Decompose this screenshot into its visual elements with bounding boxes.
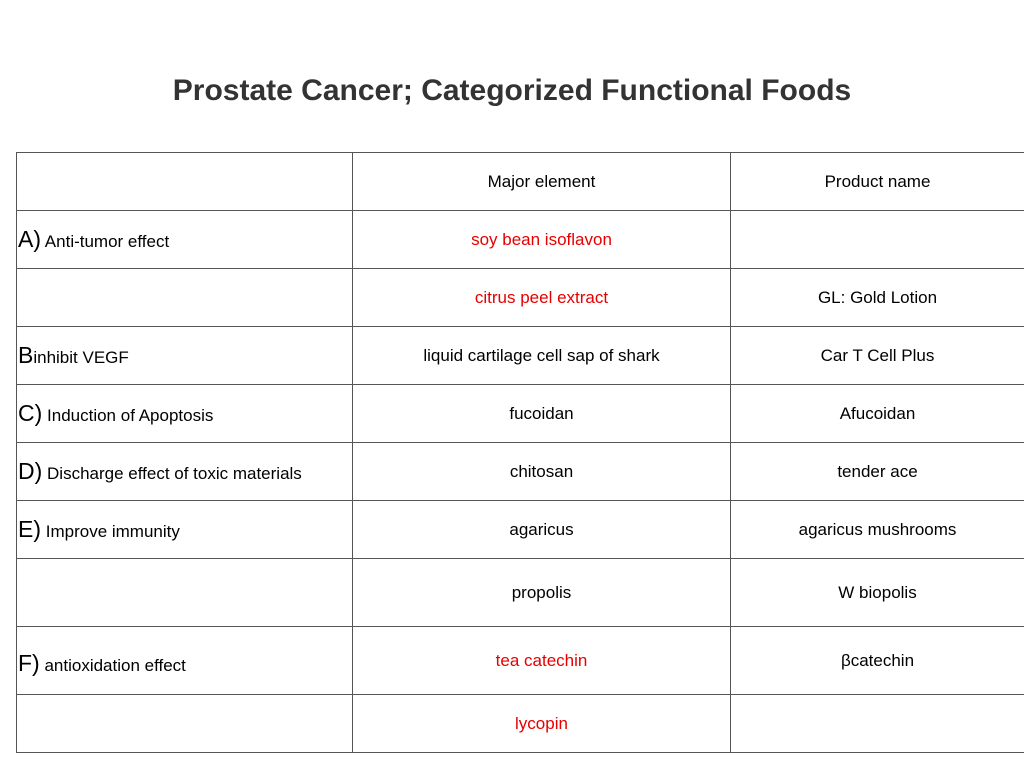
category-cell bbox=[17, 385, 353, 443]
product-name-cell: βcatechin bbox=[731, 627, 1024, 695]
category-letter: D) bbox=[18, 458, 43, 484]
category-cell bbox=[17, 695, 353, 753]
header-major-element: Major element bbox=[353, 153, 731, 211]
product-name-cell: GL: Gold Lotion bbox=[731, 269, 1024, 327]
functional-foods-table bbox=[16, 152, 1024, 753]
table-row bbox=[17, 695, 1024, 753]
category-letter: F) bbox=[18, 650, 40, 676]
category-letter: A) bbox=[18, 226, 41, 252]
category-label: Discharge effect of toxic materials bbox=[47, 464, 302, 483]
category-label: antioxidation effect bbox=[44, 656, 186, 675]
category-cell bbox=[17, 559, 353, 627]
table-row bbox=[17, 559, 1024, 627]
major-element-cell: liquid cartilage cell sap of shark bbox=[353, 327, 731, 385]
product-name-cell bbox=[731, 211, 1024, 269]
product-name-cell: tender ace bbox=[731, 443, 1024, 501]
category-cell bbox=[17, 501, 353, 559]
category-letter: C) bbox=[18, 400, 43, 426]
major-element-cell: soy bean isoflavon bbox=[353, 211, 731, 269]
category-label: inhibit VEGF bbox=[33, 348, 129, 367]
table-row bbox=[17, 501, 1024, 559]
header-product-name: Product name bbox=[731, 153, 1024, 211]
category-label: Improve immunity bbox=[45, 522, 180, 541]
category-letter: E) bbox=[18, 516, 41, 542]
table-header-row bbox=[17, 153, 1024, 211]
page-title: Prostate Cancer; Categorized Functional Foods bbox=[172, 74, 852, 107]
major-element-cell: chitosan bbox=[353, 443, 731, 501]
category-label: Anti-tumor effect bbox=[44, 232, 170, 251]
major-element-cell: citrus peel extract bbox=[353, 269, 731, 327]
product-name-cell bbox=[731, 695, 1024, 753]
product-name-cell: Car T Cell Plus bbox=[731, 327, 1024, 385]
table-row bbox=[17, 269, 1024, 327]
major-element-cell: propolis bbox=[353, 559, 731, 627]
category-cell bbox=[17, 327, 353, 385]
table-row bbox=[17, 211, 1024, 269]
product-name-cell: W biopolis bbox=[731, 559, 1024, 627]
table-row bbox=[17, 627, 1024, 695]
major-element-cell: fucoidan bbox=[353, 385, 731, 443]
header-category bbox=[17, 153, 353, 211]
major-element-cell: tea catechin bbox=[353, 627, 731, 695]
major-element-cell: lycopin bbox=[353, 695, 731, 753]
category-cell bbox=[17, 627, 353, 695]
category-label: Induction of Apoptosis bbox=[47, 406, 214, 425]
table-row bbox=[17, 443, 1024, 501]
product-name-cell: agaricus mushrooms bbox=[731, 501, 1024, 559]
category-cell bbox=[17, 211, 353, 269]
category-cell bbox=[17, 269, 353, 327]
product-name-cell: Afucoidan bbox=[731, 385, 1024, 443]
table-row bbox=[17, 327, 1024, 385]
table-row bbox=[17, 385, 1024, 443]
major-element-cell: agaricus bbox=[353, 501, 731, 559]
category-cell bbox=[17, 443, 353, 501]
category-letter: B bbox=[18, 342, 34, 368]
